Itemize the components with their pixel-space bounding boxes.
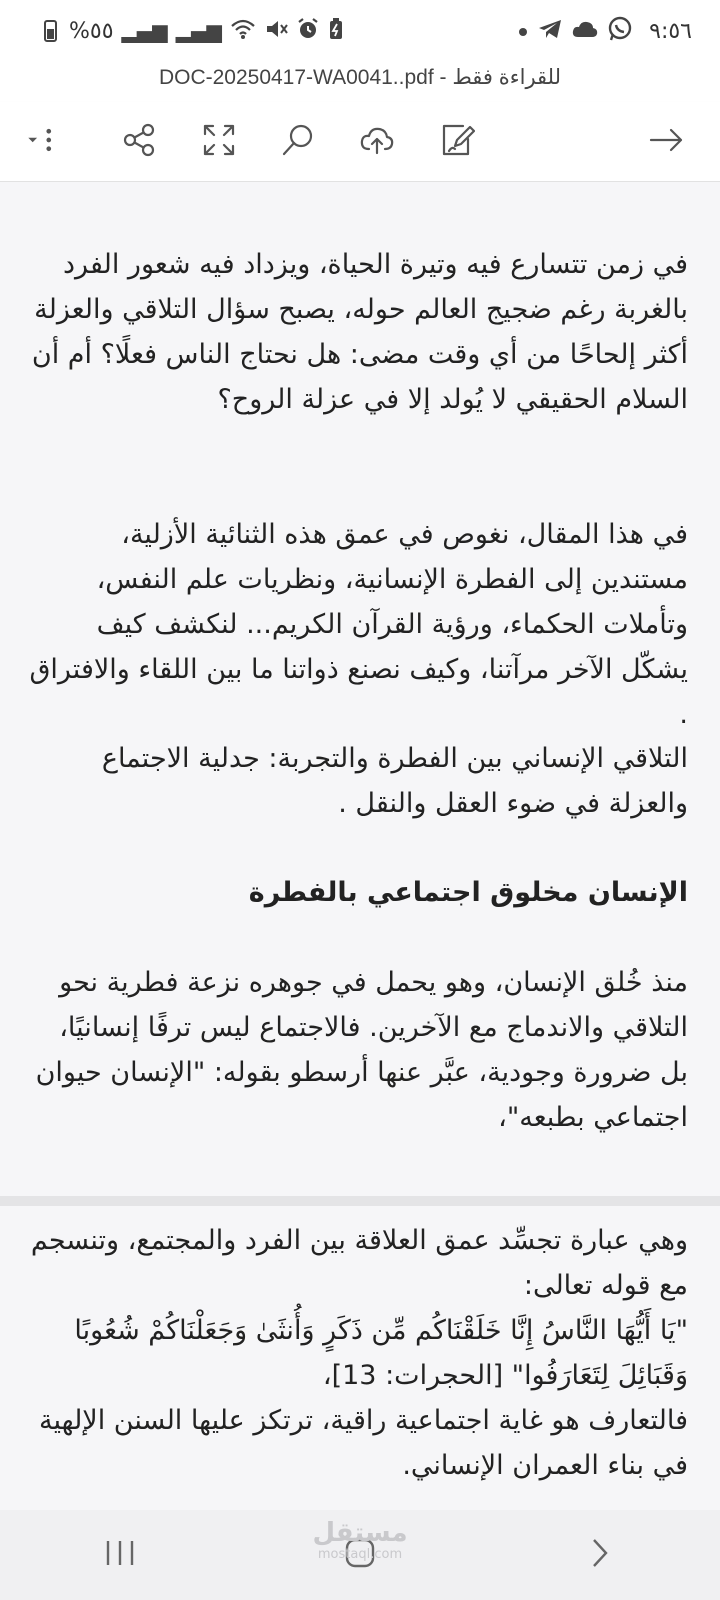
search-icon (279, 121, 317, 163)
page-divider (0, 1196, 720, 1206)
back-button[interactable] (560, 1525, 640, 1585)
battery-saver-icon (328, 18, 344, 45)
signal-icon: ▂▄▆ (121, 19, 168, 43)
fullscreen-button[interactable] (193, 116, 245, 168)
paragraph: التلاقي الإنساني بين الفطرة والتجربة: جدلية الاجتماع والعزلة في ضوء العقل والنقل . (101, 743, 688, 819)
upload-icon (358, 121, 396, 163)
paragraph: في هذا المقال، نغوص في عمق هذه الثنائية الأزلية، مستندين إلى الفطرة الإنسانية، ونظريات علم النفس، وتأملات الحكماء، ورؤية القرآن الكريم... لنكشف كيف يشكّل الآخر مرآتنا، وكيف نصنع ذواتنا ما بين اللقاء والافتراق . (29, 519, 688, 730)
whatsapp-icon (607, 16, 633, 47)
quran-quote: "يَا أَيُّهَا النَّاسُ إِنَّا خَلَقْنَاكُم مِّن ذَكَرٍ وَأُنثَىٰ وَجَعَلْنَاكُمْ شُعُوبًا وَقَبَائِلَ لِتَعَارَفُوا" [الحجرات: 13]، (74, 1315, 688, 1391)
navigation-bar (0, 1510, 720, 1600)
dot-icon (517, 19, 529, 43)
status-left-group (44, 17, 344, 46)
status-bar (0, 0, 720, 62)
upload-button[interactable] (351, 116, 403, 168)
document-title: DOC-20250417-WA0041..pdf - للقراءة فقط (0, 62, 720, 102)
watermark-latin: mostaql.com (317, 1547, 403, 1562)
edit-button[interactable] (430, 116, 482, 168)
edit-icon (437, 121, 475, 163)
more-options-button[interactable] (14, 116, 66, 168)
wifi-icon (230, 18, 256, 45)
clock-time: ٩:٥٦ (649, 18, 692, 44)
signal-icon: ▂▄▆ (175, 19, 222, 43)
recents-icon (103, 1538, 137, 1572)
forward-button[interactable] (640, 116, 692, 168)
battery-percent: %٥٥ (69, 18, 114, 44)
toolbar (0, 102, 720, 182)
pdf-page (0, 1206, 720, 1510)
paragraph: فالتعارف هو غاية اجتماعية راقية، ترتكز عليها السنن الإلهية في بناء العمران الإنساني. (39, 1405, 688, 1481)
home-button[interactable] (320, 1525, 400, 1585)
pdf-page (0, 182, 720, 1196)
battery-icon (44, 20, 57, 42)
telegram-icon (537, 18, 563, 45)
paragraph: في زمن تتسارع فيه وتيرة الحياة، ويزداد فيه شعور الفرد بالغربة رغم ضجيج العالم حوله، يصبح سؤال التلاقي والعزلة أكثر إلحاحًا من أي وقت مضى: هل نحتاج الناس فعلًا؟ أم أن السلام الحقيقي لا يُولد إلا في عزلة الروح؟ (31, 249, 688, 415)
mute-icon (264, 18, 288, 45)
watermark-arabic: مستقل (312, 1518, 408, 1548)
fullscreen-icon (200, 121, 238, 163)
paragraph: وهي عبارة تجسِّد عمق العلاقة بين الفرد والمجتمع، وتنسجم مع قوله تعالى: (30, 1225, 688, 1301)
section-heading: الإنسان مخلوق اجتماعي بالفطرة (248, 877, 688, 908)
more-icon (21, 121, 59, 163)
recents-button[interactable] (80, 1525, 160, 1585)
alarm-icon (296, 17, 320, 46)
paragraph: منذ خُلق الإنسان، وهو يحمل في جوهره نزعة فطرية نحو التلاقي والاندماج مع الآخرين. فالاجتماع ليس ترفًا إنسانيًا، بل ضرورة وجودية، عبَّر عنها أرسطو بقوله: "الإنسان حيوان اجتماعي بطبعه"، (35, 967, 688, 1133)
home-icon (343, 1536, 377, 1574)
forward-icon (647, 121, 685, 163)
cloud-icon (571, 19, 599, 44)
share-button[interactable] (113, 116, 165, 168)
pdf-viewer[interactable] (0, 182, 720, 1510)
status-right-group (517, 16, 692, 47)
search-button[interactable] (272, 116, 324, 168)
share-icon (120, 121, 158, 163)
back-icon (588, 1536, 612, 1574)
